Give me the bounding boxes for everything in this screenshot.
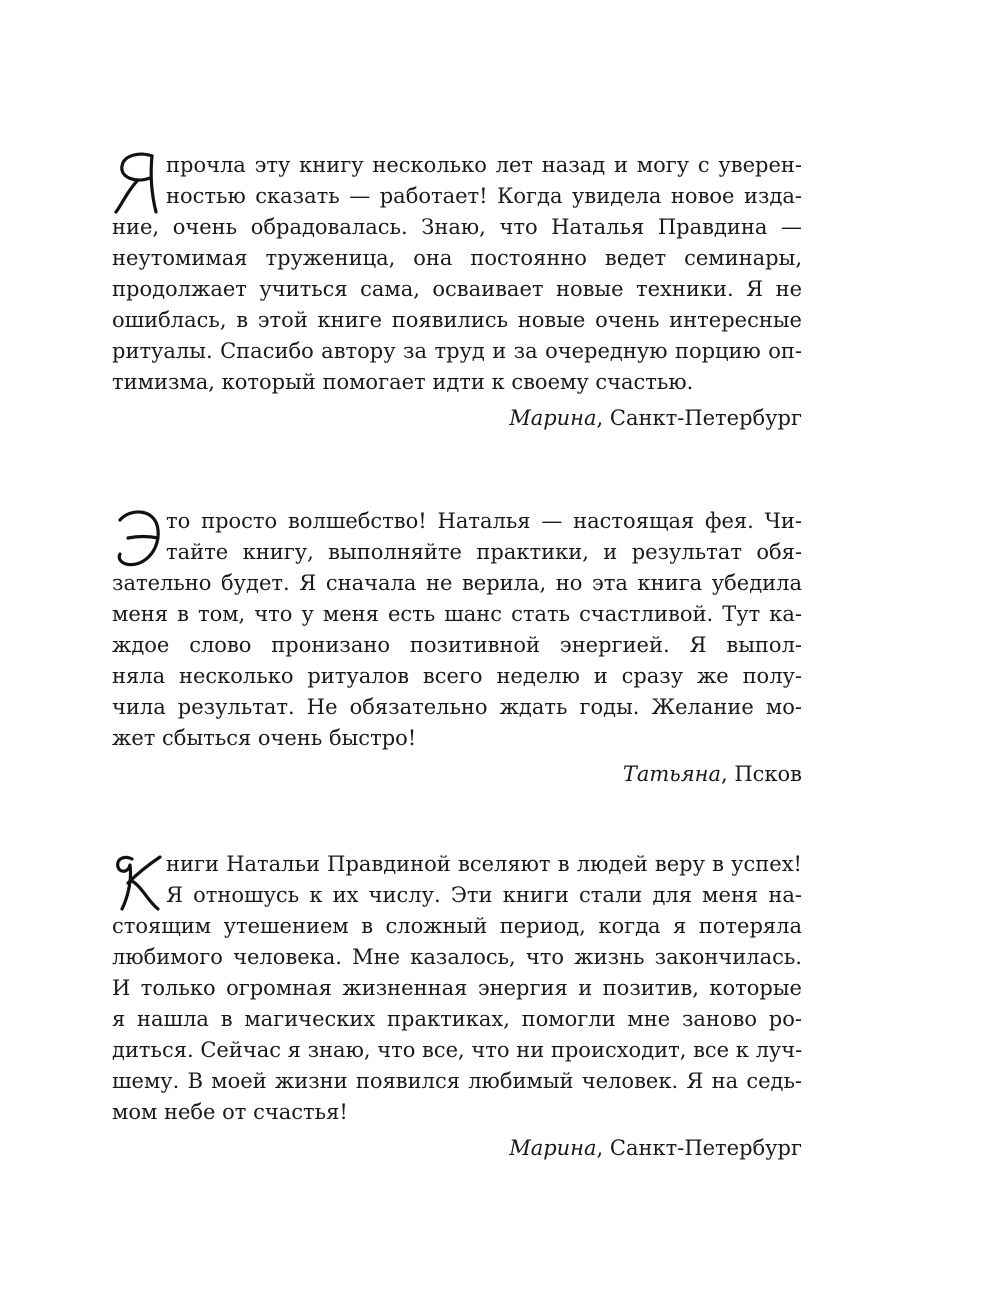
review-text: [112, 849, 802, 1128]
review-text: [112, 506, 802, 754]
review-signature: [112, 759, 802, 790]
review-line: тайте книгу, выполняйте практики, и результат обя-: [166, 540, 802, 564]
review-text: [112, 150, 802, 398]
review-line: прочла эту книгу несколько лет назад и могу с уверен-: [166, 153, 802, 177]
author-city: Санкт-Петербург: [609, 406, 802, 430]
review-line: ритуалы. Спасибо автору за труд и за очередную порцию оп-: [112, 339, 802, 363]
review-line: тимизма, который помогает идти к своему счастью.: [112, 370, 694, 394]
review-line: то просто волшебство! Наталья — настоящая фея. Чи-: [166, 509, 802, 533]
review-line: ждое слово пронизано позитивной энергией. Я выпол-: [112, 633, 802, 657]
review-line: мом небе от счастья!: [112, 1100, 348, 1124]
review-line: ние, очень обрадовалась. Знаю, что Наталья Правдина —: [112, 215, 802, 239]
review-line: чила результат. Не обязательно ждать годы. Желание мо-: [112, 695, 802, 719]
review-line: неутомимая труженица, она постоянно ведет семинары,: [112, 246, 802, 270]
review-line: стоящим утешением в сложный период, когда я потеряла: [112, 914, 802, 938]
author-city: Санкт-Петербург: [609, 1136, 802, 1160]
author-name: Татьяна: [622, 762, 721, 786]
review-signature: [112, 1133, 802, 1164]
review-line: меня в том, что у меня есть шанс стать счастливой. Тут ка-: [112, 602, 802, 626]
review-line: Я отношусь к их числу. Эти книги стали для меня на-: [166, 883, 802, 907]
review-line: И только огромная жизненная энергия и позитив, которые: [112, 976, 802, 1000]
author-name: Марина: [509, 1136, 597, 1160]
review-line: диться. Сейчас я знаю, что все, что ни происходит, все к луч-: [112, 1038, 803, 1062]
review-line: ошиблась, в этой книге появились новые очень интересные: [112, 308, 802, 332]
review-line: продолжает учиться сама, осваивает новые техники. Я не: [112, 277, 802, 301]
signature-separator: ,: [596, 1136, 610, 1160]
signature-separator: ,: [596, 406, 610, 430]
review-line: ниги Натальи Правдиной вселяют в людей веру в успех!: [166, 852, 802, 876]
review-signature: [112, 403, 802, 434]
review-1: [112, 150, 802, 434]
review-line: шему. В моей жизни появился любимый человек. Я на седь-: [112, 1069, 802, 1093]
author-name: Марина: [509, 406, 597, 430]
review-line: няла несколько ритуалов всего неделю и сразу же полу-: [112, 664, 802, 688]
review-3: [112, 849, 802, 1164]
review-line: ностью сказать — работает! Когда увидела новое изда-: [166, 184, 802, 208]
dropcap-k-icon: [112, 849, 166, 919]
dropcap-e-icon: [112, 506, 166, 576]
signature-separator: ,: [720, 762, 735, 786]
dropcap-ya-icon: [112, 150, 166, 220]
review-line: зательно будет. Я сначала не верила, но эта книга убедила: [112, 571, 802, 595]
review-line: я нашла в магических практиках, помогли мне заново ро-: [112, 1007, 802, 1031]
author-city: Псков: [734, 762, 802, 786]
review-2: [112, 506, 802, 790]
review-line: любимого человека. Мне казалось, что жизнь закончилась.: [112, 945, 802, 969]
review-line: жет сбыться очень быстро!: [112, 726, 417, 750]
